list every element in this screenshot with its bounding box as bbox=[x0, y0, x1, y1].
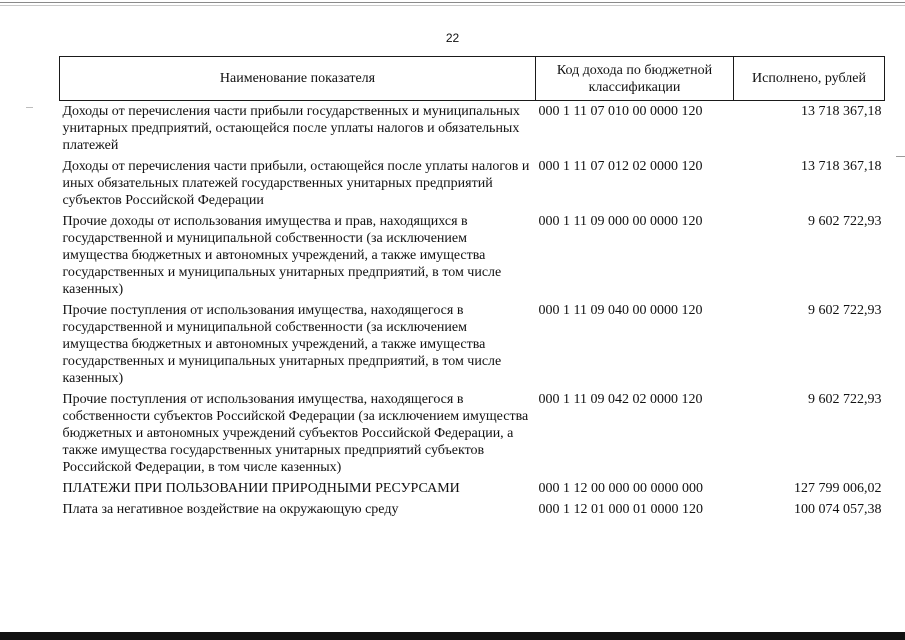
table-header-row bbox=[60, 57, 885, 101]
executed-amount: 13 718 367,18 bbox=[801, 104, 882, 119]
indicator-name: Прочие поступления от использования имущества, находящегося в государственной и муниципальной собственности (за исключением имущества бюджетных и автономных учреждений, а также имущества государственных и муниципальных унитарных предприятий, в том числе казенных) bbox=[62, 303, 502, 386]
table-row bbox=[60, 300, 885, 389]
scan-bottom-edge bbox=[0, 632, 905, 640]
table-row bbox=[60, 389, 885, 478]
executed-amount: 127 799 006,02 bbox=[794, 481, 882, 496]
indicator-name: Плата за негативное воздействие на окружающую среду bbox=[62, 502, 399, 517]
table-row bbox=[60, 156, 885, 211]
executed-amount: 9 602 722,93 bbox=[808, 392, 882, 407]
scan-mark bbox=[896, 156, 905, 157]
column-header-code: Код дохода по бюджетной классификации bbox=[536, 57, 734, 101]
revenue-code: 000 1 11 09 042 02 0000 120 bbox=[538, 392, 703, 407]
table-row bbox=[60, 478, 885, 499]
table-row bbox=[60, 101, 885, 157]
executed-amount: 9 602 722,93 bbox=[808, 214, 882, 229]
revenue-code: 000 1 11 07 012 02 0000 120 bbox=[538, 159, 703, 174]
column-header-amount: Исполнено, рублей bbox=[734, 57, 885, 101]
table-row bbox=[60, 211, 885, 300]
column-header-name: Наименование показателя bbox=[60, 57, 536, 101]
executed-amount: 13 718 367,18 bbox=[801, 159, 882, 174]
revenue-code: 000 1 12 00 000 00 0000 000 bbox=[538, 481, 703, 496]
revenue-code: 000 1 11 09 000 00 0000 120 bbox=[538, 214, 703, 229]
executed-amount: 100 074 057,38 bbox=[794, 502, 882, 517]
revenue-code: 000 1 11 07 010 00 0000 120 bbox=[538, 104, 703, 119]
executed-amount: 9 602 722,93 bbox=[808, 303, 882, 318]
table-row bbox=[60, 499, 885, 520]
indicator-name: ПЛАТЕЖИ ПРИ ПОЛЬЗОВАНИИ ПРИРОДНЫМИ РЕСУРСАМИ bbox=[62, 481, 460, 496]
indicator-name: Прочие доходы от использования имущества и прав, находящихся в государственной и муниципальной собственности (за исключением имущества бюджетных и автономных учреждений, а также имущества государственных и муниципальных унитарных предприятий, в том числе казенных) bbox=[62, 214, 502, 297]
indicator-name: Прочие поступления от использования имущества, находящегося в собственности субъектов Российской Федерации (за исключением имущества бюджетных и автономных учреждений субъектов Российской Федерации, а также имущества государственных унитарных предприятий субъектов Российской Федерации, в том числе казенных) bbox=[62, 392, 529, 475]
scan-mark bbox=[26, 107, 33, 108]
revenue-code: 000 1 12 01 000 01 0000 120 bbox=[538, 502, 703, 517]
revenue-code: 000 1 11 09 040 00 0000 120 bbox=[538, 303, 703, 318]
scan-top-edge-shadow bbox=[0, 5, 905, 6]
indicator-name: Доходы от перечисления части прибыли, остающейся после уплаты налогов и иных обязательных платежей государственных унитарных предприятий субъектов Российской Федерации bbox=[62, 159, 530, 208]
revenue-table bbox=[59, 56, 885, 520]
scan-top-edge bbox=[0, 2, 905, 3]
indicator-name: Доходы от перечисления части прибыли государственных и муниципальных унитарных предприятий, остающейся после уплаты налогов и обязательных платежей bbox=[62, 104, 520, 153]
page-number: 22 bbox=[445, 31, 460, 45]
